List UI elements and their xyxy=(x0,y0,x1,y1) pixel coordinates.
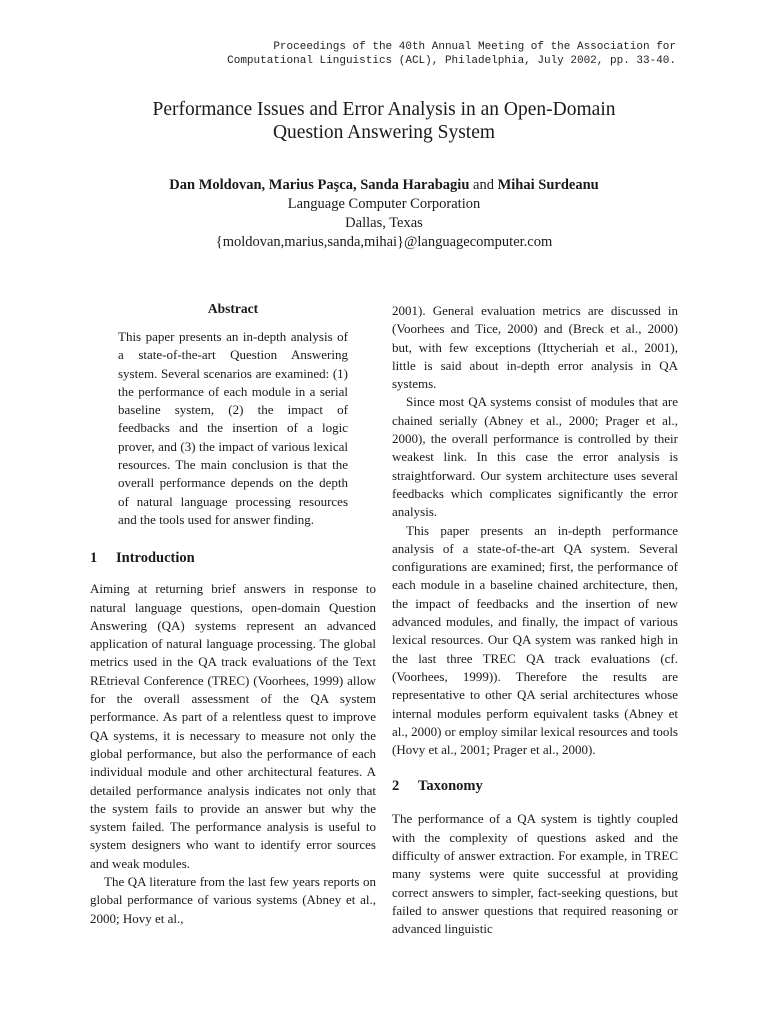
taxonomy-heading xyxy=(392,777,678,795)
section-title: Taxonomy xyxy=(418,778,483,795)
title-line-2: Question Answering System xyxy=(272,122,496,143)
proceedings-line-2: Computational Linguistics (ACL), Philadelphia, July 2002, pp. 33-40. xyxy=(227,55,676,67)
abstract-body: This paper presents an in-depth analysis of a state-of-the-art Question Answering system. Several scenarios are examined: (1) the performance of each module in a serial baseline system, (2) the impact of feedbacks and the insertion of a logic prover, and (3) the impact of various lexical resources. The main conclusion is that the overall performance depends on the depth of natural language processing resources and the tools used for answer finding. xyxy=(118,329,348,527)
author-names: Dan Moldovan, Marius Paşca, Sanda Harabagiu xyxy=(169,177,470,193)
taxonomy-paragraph-1: The performance of a QA system is tightly coupled with the complexity of questions asked and the difficulty of answer extraction. For example, in TREC many systems were quite successful at providing correct answers to simpler, fact-seeking questions, but failed to answer questions that required reasoning or advanced linguistic xyxy=(392,811,678,937)
introduction-heading xyxy=(90,549,376,567)
intro-paragraph-2-cont: 2001). General evaluation metrics are discussed in (Voorhees and Tice, 2000) and (Breck et al., 2000) but, with few exceptions (Ittycheriah et al., 2001), little is said about in-depth error analysis in QA systems. xyxy=(392,303,678,392)
abstract-heading: Abstract xyxy=(207,301,259,316)
left-column xyxy=(90,300,376,928)
affiliation: Language Computer Corporation xyxy=(287,196,481,212)
proceedings-header xyxy=(116,40,676,68)
intro-paragraph-2: The QA literature from the last few years reports on global performance of various systems (Abney et al., 2000; Hovy et al., xyxy=(90,874,376,926)
intro-paragraph-3: Since most QA systems consist of modules that are chained serially (Abney et al., 2000; Prager et al., 2000), the overall performance is controlled by their weakest link. In this case the error analysis is straightforward. Our system architecture uses several feedbacks which complicates significantly the error analysis. xyxy=(392,394,678,520)
author-last: Mihai Surdeanu xyxy=(497,177,599,193)
intro-paragraph-4: This paper presents an in-depth performance analysis of a state-of-the-art QA system. Several configurations are examined; first, the performance of each module in a baseline chained architecture, then, the impact of feedbacks and the insertion of new advanced modules, and finally, the impact of various lexical resources. Our QA system was ranked high in the last three TREC QA track evaluations (cf. (Voorhees, 1999)). Therefore the results are representative to other QA serial architectures whose internal modules perform equivalent tasks (Abney et al., 2000) or employ similar lexical resources and tools (Hovy et al., 2001; Prager et al., 2000). xyxy=(392,522,678,758)
author-and: and xyxy=(473,177,494,193)
paper-title xyxy=(90,98,678,144)
right-column xyxy=(392,302,678,939)
intro-paragraph-1: Aiming at returning brief answers in response to natural language questions, open-domain Question Answering (QA) systems represent an advanced application of natural language processing. The global metrics used in the QA track evaluations of the Text REtrieval Conference (TREC) (Voorhees, 1999) allow for the overall assessment of the QA system performance. As part of a relentless quest to improve QA systems, it is necessary to measure not only the global performance, but also the performance of each individual module and other architectural features. A detailed performance analysis indicates not only that the system fails to provide an answer but why the system failed. The performance analysis is useful to system designers who want to identify error sources and weak modules. xyxy=(90,581,376,871)
section-number: 1 xyxy=(90,550,98,567)
title-line-1: Performance Issues and Error Analysis in an Open-Domain xyxy=(152,99,616,120)
proceedings-line-1: Proceedings of the 40th Annual Meeting of the Association for xyxy=(273,41,676,53)
section-number: 2 xyxy=(392,778,400,795)
section-title: Introduction xyxy=(116,550,195,567)
author-emails: {moldovan,marius,sanda,mihai}@languagecomputer.com xyxy=(215,234,553,250)
location: Dallas, Texas xyxy=(345,215,423,231)
author-list xyxy=(90,176,678,195)
author-block xyxy=(90,176,678,252)
